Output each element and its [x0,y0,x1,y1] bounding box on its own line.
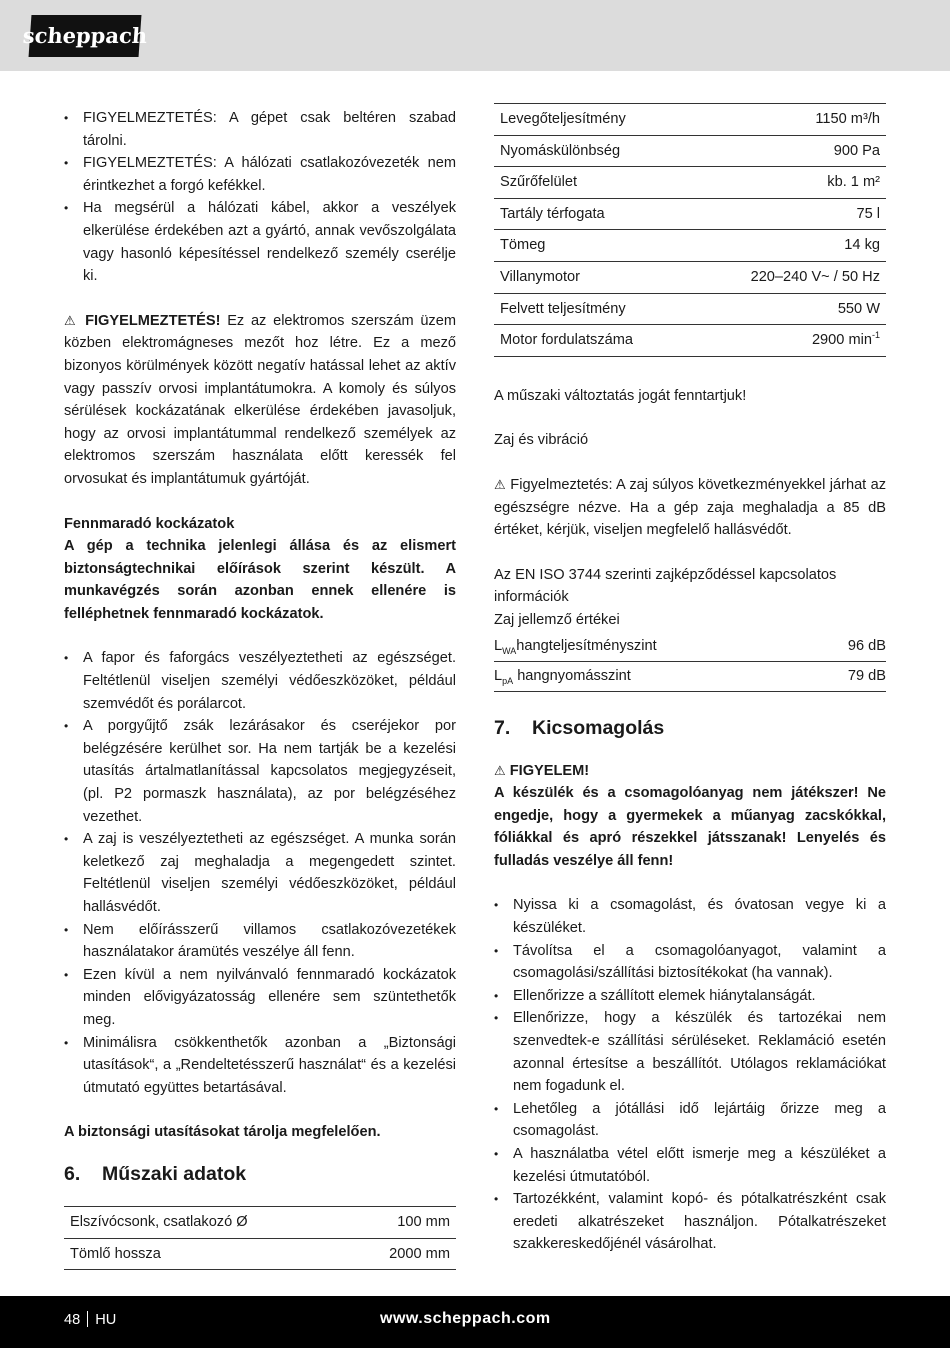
spec-value: 100 mm [347,1206,456,1238]
spec-label: Nyomáskülönbség [494,135,692,167]
language-code: HU [95,1312,117,1328]
spec-label: Tartály térfogata [494,198,692,230]
noise-warning-paragraph [494,474,886,542]
list-item: • Távolítsa el a csomagolóanyagot, valamint a csomagolási/szállítási biztosítékokat (ha vannak). [494,940,886,985]
list-item: • Tartozékként, valamint kopó- és pótalkatrészként csak eredeti alkatrészeket használjon. Pótalkatrészeket szakkereskedőjénél vásárolhat. [494,1188,886,1256]
noise-values-table [494,632,886,692]
noise-warning-text: Figyelmeztetés: A zaj súlyos következményekkel járhat az egészségre nézve. Ha a gép zaja meghaladja a 85 dB értéket, kérjük, viseljen megfelelő hallásvédőt. [494,476,887,539]
list-item: • Lehetőleg a jótállási idő lejártáig őrizze meg a csomagolást. [494,1098,886,1143]
noise-section-title: Zaj és vibráció [494,432,589,449]
spec-label: Villanymotor [494,261,692,293]
residual-risks-title: Fennmaradó kockázatok [64,515,235,532]
table-row [494,293,886,325]
noise-label-text: hangteljesítményszint [516,637,657,654]
page-number-block [64,1309,116,1332]
scheppach-logo: scheppach [29,15,142,57]
spec-label: Tömlő hossza [64,1238,347,1270]
list-item: • A használatba vétel előtt ismerje meg a készüléket a kezelési útmutatóból. [494,1143,886,1188]
right-column [494,103,886,1256]
section-number: 7. [494,716,511,739]
section-6-heading [64,1160,456,1188]
list-item: • Ezen kívül a nem nyilvánvaló fennmaradó kockázatok minden elővigyázatosság ellenére sem szüntethetők meg. [64,964,456,1032]
noise-symbol: L [494,637,503,654]
attention-label-text: FIGYELEM! [509,762,590,779]
spec-label: Tömeg [494,230,692,262]
list-item: • Minimálisra csökkenthetők azonban a „Biztonsági utasítások“, a „Rendeltetésszerű használat“ és a kezelési útmutató együttes betartásával. [64,1032,456,1100]
noise-subscript: pA [502,675,514,686]
spec-label: Motor fordulatszáma [494,325,692,357]
list-item: • Ellenőrizze, hogy a készülék és tartozékai nem szenvedtek-e szállítási sérüléseket. Reklamáció esetén azonnal értesítse a beszállítót. Utólagos reklamációkat nem fogadunk el. [494,1007,886,1097]
attention-text: A készülék és a csomagolóanyag nem játékszer! Ne engedje, hogy a gyermekek a műanyag zacskókkal, fóliákkal és apró részekkel játsszanak! Lenyelés és fulladás veszélye áll fenn! [494,785,886,869]
table-row [64,1238,456,1270]
warning-label: FIGYELMEZTETÉS! [85,312,221,329]
table-row [494,261,886,293]
table-row [494,632,886,662]
list-item: • Ha megsérül a hálózati kábel, akkor a veszélyek elkerülése érdekében azt a gyártó, annak vevőszolgálata vagy hasonló képesítéssel rendelkező személy cserélje ki. [64,197,456,287]
table-row [494,230,886,262]
noise-value: 96 dB [812,632,886,662]
store-instructions-note: A biztonsági utasításokat tárolja megfelelően. [64,1124,381,1141]
warning-triangle-icon: ⚠ [494,476,506,492]
noise-symbol: L [494,667,503,684]
spec-label: Levegőteljesítmény [494,104,692,136]
table-row [494,661,886,691]
spec-label: Felvett teljesítmény [494,293,692,325]
safety-bullet-list [64,107,456,288]
page-header [0,0,950,71]
table-row [494,167,886,199]
table-row [64,1206,456,1238]
spec-value: 2000 mm [347,1238,456,1270]
list-item: • Ellenőrizze a szállított elemek hiánytalanságát. [494,985,886,1008]
spec-label: Elszívócsonk, csatlakozó Ø [64,1206,347,1238]
list-item: • Nyissa ki a csomagolást, és óvatosan vegye ki a készüléket. [494,894,886,939]
section-title: Kicsomagolás [532,716,665,739]
spec-value: 550 W [692,293,886,325]
section-number: 6. [64,1162,81,1185]
noise-subscript: WA [502,645,517,656]
warning-triangle-icon: ⚠ [494,762,506,778]
noise-label-text: hangnyomásszint [513,667,631,684]
website-url: www.scheppach.com [380,1310,551,1327]
spec-value: 900 Pa [692,135,886,167]
warning-text: Ez az elektromos szerszám üzem közben elektromágneses mezőt hoz létre. Ez a mező bizonyos körülmények között negatív hatással lehet az aktív vagy passzív orvosi implantátumokra. A komoly és súlyos sérülések kockázatának elkerülése érdekében javasoljuk, hogy az orvosi implantátummal rendelkező személyek az elektromos szerszám használata előtt keressék fel orvosukat és implantátumuk gyártóját. [64,312,457,487]
warning-triangle-icon: ⚠ [64,312,79,328]
page-number: 48 [64,1312,81,1328]
divider [87,1311,88,1327]
attention-label [494,760,886,783]
residual-risks-list [64,647,456,1099]
table-row [494,198,886,230]
spec-value: kb. 1 m² [692,167,886,199]
spec-value: 220–240 V~ / 50 Hz [692,261,886,293]
table-row [494,325,886,357]
table-row [494,135,886,167]
section-7-heading [494,714,886,742]
spec-table-right [494,103,886,357]
iso-info-text: Az EN ISO 3744 szerinti zajképződéssel kapcsolatos információk [494,566,837,606]
list-item: • A porgyűjtő zsák lezárásakor és cseréjekor por belégzésére kerülhet sor. Ha nem tartják be a kezelési utasítás ártalmatlanítással kapcsolatos megjegyzéseit, (pl. P2 pormaszk használata), az por belégzéséhez vezethet. [64,715,456,828]
technical-change-note: A műszaki változtatás jogát fenntartjuk! [494,387,747,404]
residual-risks-intro: A gép a technika jelenlegi állása és az elismert biztonságtechnikai előírások szerint készült. A munkavégzés során azonban ennek ellenére is felléphetnek fennmaradó kockázatok. [64,538,456,622]
motor-speed-exponent: -1 [871,330,880,341]
spec-table-left [64,1206,456,1270]
noise-label [494,632,812,662]
spec-value [692,325,886,357]
emf-warning-paragraph [64,310,456,491]
list-item: • FIGYELMEZTETÉS: A gépet csak beltéren szabad tárolni. [64,107,456,152]
list-item: • Nem előírásszerű villamos csatlakozóvezetékek használatakor áramütés veszélye áll fenn. [64,919,456,964]
spec-value: 14 kg [692,230,886,262]
list-item: • A zaj is veszélyeztetheti az egészséget. A munka során keletkező zaj meghaladja a megengedett szintet. Feltétlenül viseljen személyi védőeszközöket, például hallásvédőt. [64,828,456,918]
noise-value: 79 dB [812,661,886,691]
noise-values-title: Zaj jellemző értékei [494,611,620,628]
list-item: • A fapor és faforgács veszélyeztetheti az egészséget. Feltétlenül viseljen személyi védőeszközöket, például szemvédőt és porálarcot. [64,647,456,715]
list-item: • FIGYELMEZTETÉS: A hálózati csatlakozóvezeték nem érintkezhet a forgó kefékkel. [64,152,456,197]
left-column [64,107,456,1270]
table-row [494,104,886,136]
spec-value: 1150 m³/h [692,104,886,136]
unpacking-list [494,894,886,1256]
spec-label: Szűrőfelület [494,167,692,199]
noise-label [494,661,812,691]
spec-value: 75 l [692,198,886,230]
section-title: Műszaki adatok [102,1162,247,1185]
page-footer [0,1296,950,1348]
motor-speed-value: 2900 min [811,332,872,349]
